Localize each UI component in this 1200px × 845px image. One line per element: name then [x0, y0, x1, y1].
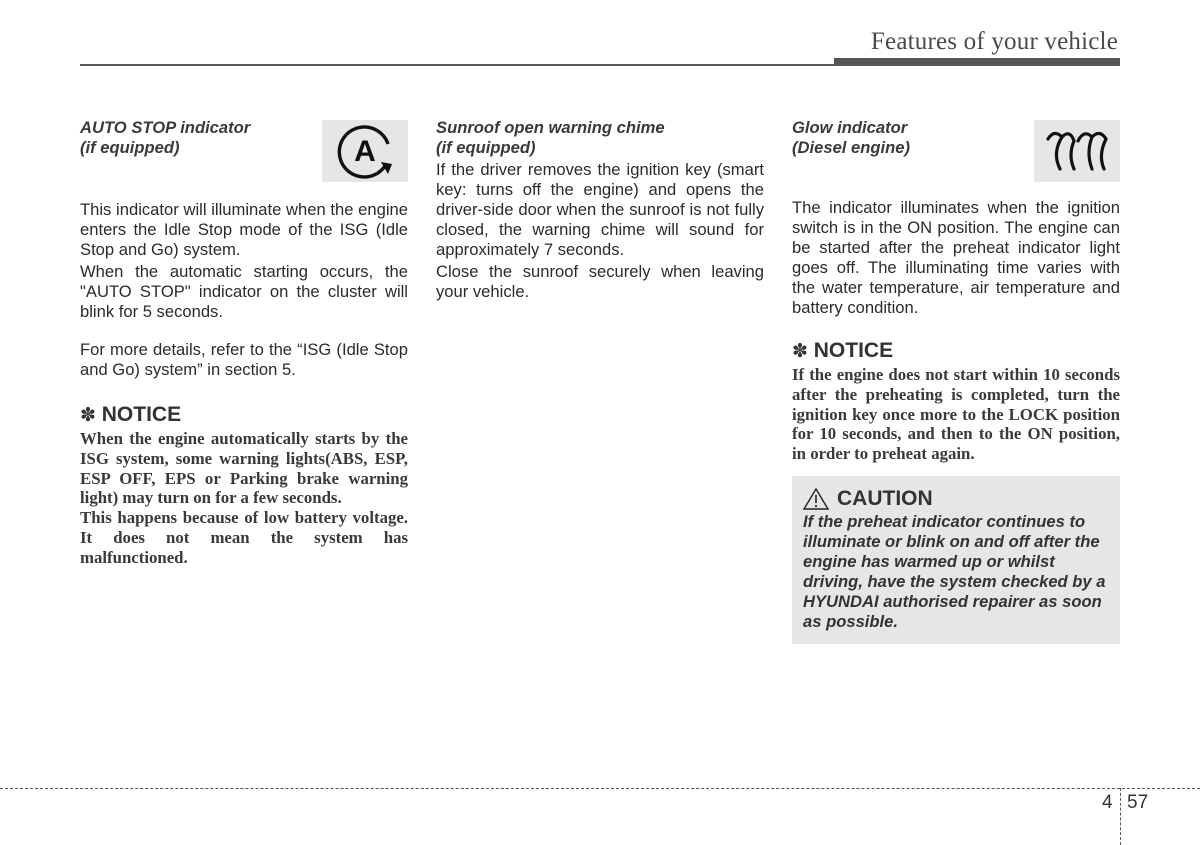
- auto-stop-icon: [322, 120, 408, 182]
- column-sunroof: [436, 118, 764, 304]
- warning-triangle-icon: [803, 488, 829, 510]
- glow-paragraph-1: The indicator illuminates when the ignition switch is in the ON position. The engine can be started after the preheat indicator light goes off. The illuminating time varies with the water temperature, air temperature and battery condition.: [792, 198, 1120, 317]
- auto-stop-paragraph-3: For more details, refer to the “ISG (Idle Stop and Go) system” in section 5.: [80, 340, 408, 379]
- auto-stop-heading-line-2: (if equipped): [80, 137, 180, 157]
- caution-text: If the preheat indicator continues to illuminate or blink on and off after the engine has warmed up or whilst driving, have the system checked by a HYUNDAI authorised repairer as soon as possible.: [803, 511, 1106, 631]
- glow-notice-title: [792, 338, 1120, 365]
- caution-label: CAUTION: [837, 486, 933, 510]
- auto-stop-paragraph-2: When the automatic starting occurs, the "AUTO STOP" indicator on the cluster will blink for 5 seconds.: [80, 262, 408, 321]
- sunroof-heading: [436, 118, 764, 157]
- notice-star-icon: ✽: [792, 341, 808, 362]
- page-header-title: Features of your vehicle: [870, 28, 1118, 55]
- auto-stop-icon-letter: A: [354, 135, 376, 168]
- page-number: 57: [1127, 792, 1149, 813]
- glow-notice-label: NOTICE: [813, 339, 894, 362]
- auto-stop-notice-line-2: This happens because of low battery voltage. It does not mean the system has malfunctioned.: [80, 508, 408, 567]
- footer-dashed-divider: [1120, 788, 1121, 845]
- auto-stop-notice-line-1: When the engine automatically starts by the ISG system, some warning lights(ABS, ESP, ESP OFF, EPS or Parking brake warning light) may turn on for a few seconds.: [80, 429, 408, 508]
- header-rule-thin: [80, 64, 840, 66]
- sunroof-paragraph-1: If the driver removes the ignition key (smart key: turns off the engine) and opens the driver-side door when the sunroof is not fully closed, the warning chime will sound for approximately 7 seconds.: [436, 160, 764, 259]
- auto-stop-notice-body: [80, 429, 408, 568]
- auto-stop-paragraph-1: This indicator will illuminate when the engine enters the Idle Stop mode of the ISG (Idle Stop and Go) system.: [80, 200, 408, 259]
- glow-heading-block: [792, 118, 1120, 182]
- chapter-number: 4: [1102, 792, 1113, 813]
- column-glow: [792, 118, 1120, 644]
- footer-dashed-rule: [0, 788, 1200, 789]
- glow-notice-body: If the engine does not start within 10 seconds after the preheating is completed, turn the ignition key once more to the LOCK position for 10 seconds, and then to the ON position, in order to preheat again.: [792, 365, 1120, 464]
- column-auto-stop: [80, 118, 408, 568]
- auto-stop-heading-line-1: AUTO STOP indicator: [80, 118, 251, 137]
- caution-box: [792, 476, 1120, 644]
- sunroof-paragraph-2: Close the sunroof securely when leaving your vehicle.: [436, 262, 764, 301]
- auto-stop-icon-graphic: [330, 122, 400, 180]
- auto-stop-notice-title: [80, 402, 408, 429]
- sunroof-heading-line-2: (if equipped): [436, 137, 536, 157]
- auto-stop-heading-block: [80, 118, 408, 182]
- caution-title: [803, 486, 1110, 512]
- glow-plug-icon-graphic: [1042, 125, 1112, 177]
- notice-star-icon: ✽: [80, 405, 96, 426]
- glow-heading-line-1: Glow indicator: [792, 118, 908, 137]
- glow-plug-icon: [1034, 120, 1120, 182]
- sunroof-heading-line-1: Sunroof open warning chime: [436, 118, 665, 137]
- header-rule-thick: [834, 58, 1120, 66]
- auto-stop-notice-label: NOTICE: [101, 403, 182, 426]
- glow-heading-line-2: (Diesel engine): [792, 137, 911, 157]
